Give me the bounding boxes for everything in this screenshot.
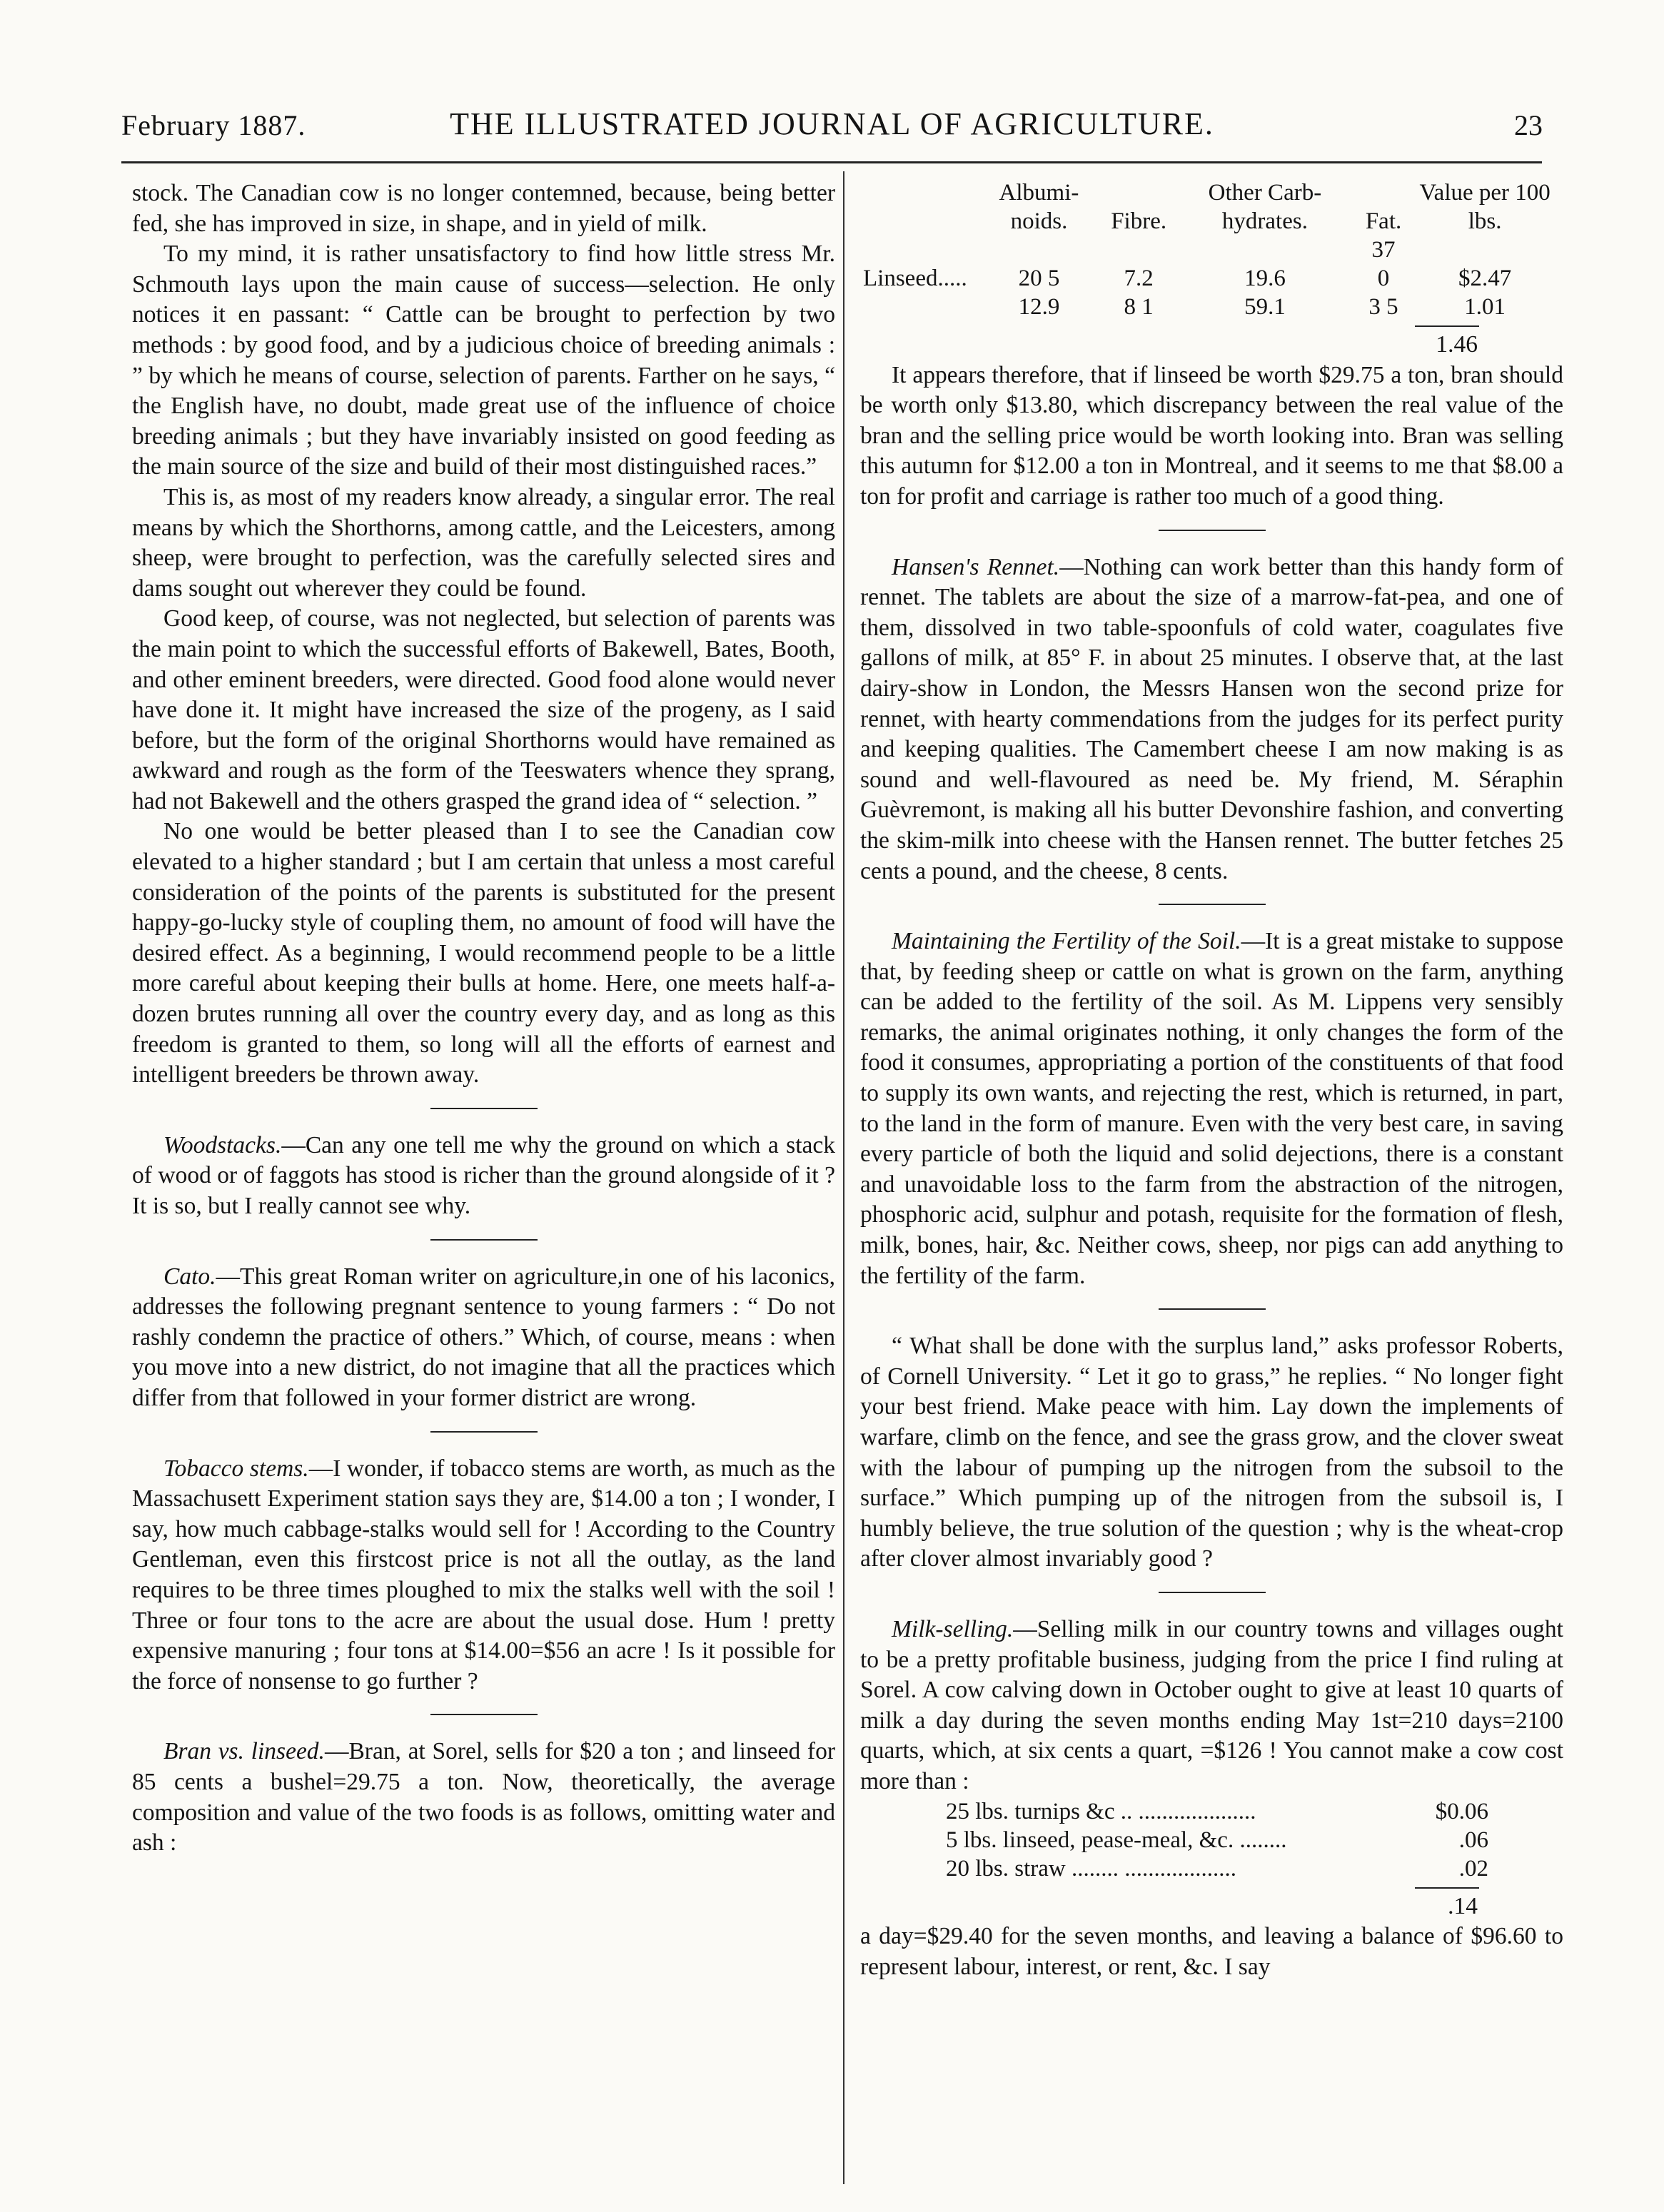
paragraph: No one would be better pleased than I to see the Canadian cow elevated to a higher standard ; but I am certain that unless a most careful consideration of the points of the parents is substituted for the present happy-go-lucky style of coupling them, no amount of food will have the desired effect. As a beginning, I would recommend people to be a little more careful about keeping their bulls at home. Here, one meets half-a-dozen brutes running all over the country every day, and as long as this freedom is granted to them, so long will all the efforts of earnest and intelligent breeders be thrown away. [132,818,835,1089]
total-rule [1415,325,1479,327]
section-title: Hansen's Rennet. [892,553,1060,580]
total-rule [1415,1887,1479,1889]
paragraph: “ What shall be done with the surplus land,” asks professor Roberts, of Cornell University. “ Let it go to grass,” he replies. “ No longer fight your best friend. Make peace with him. Lay down the implements of warfare, climb on the fence, and see the grass grow, and the clover sweat with the labour of pumping up the nitrogen from the subsoil to the surface.” Which pumping up of the nitrogen from the subsoil is, I humbly believe, the true solution of the question ; why is the wheat-crop after clover almost invariably good ? [860,1333,1563,1572]
journal-title: THE ILLUSTRATED JOURNAL OF AGRICULTURE. [450,106,1214,141]
section-soil [860,926,1563,1291]
table-cell: 12.9 [1018,294,1060,320]
page-number: 23 [1514,109,1543,141]
right-column [860,178,1563,1982]
section-title: Cato. [163,1263,216,1290]
section-divider [1159,904,1266,905]
cost-total: .14 [1448,1892,1478,1919]
section-body: —Can any one tell me why the ground on which a stack of wood or of faggots has stood is richer than the ground alongside of it ? It is so, but I really cannot see why. [132,1131,835,1219]
list-item: 25 lbs. turnips &c .. .................... $0.06 [946,1798,1488,1824]
section-tobacco [132,1454,835,1697]
table-header-row [860,178,1563,236]
section-divider [430,1239,538,1241]
table-cell: 1.01 [1464,294,1506,320]
section-woodstacks [132,1131,835,1222]
table-cell: 7.2 [1124,266,1154,291]
column-header: Fibre. [1111,208,1167,234]
page-header [0,101,1664,151]
table-cell: 19.6 [1244,266,1286,291]
value-difference: 1.46 [1436,331,1478,358]
row-label: Linseed..... [863,266,967,291]
section-body: —This great Roman writer on agriculture,in one of his laconics, addresses the following pregnant sentence to young farmers : “ Do not rashly condemn the practice of others.” Which, of course, means : when you move into a new district, do not imagine that all the practices which differ from that followed in your former district are wrong. [132,1263,835,1411]
section-body: —I wonder, if tobacco stems are worth, as much as the Massachusett Experiment station says they are, $14.00 a ton ; I wonder, I say, how much cabbage-stalks would sell for ! According to the Country Gentleman, even this firstcost price is not all the outlay, as the land requires to be three times ploughed to mix the stalks well with the soil ! Three or four tons to the acre are about the usual dose. Hum ! pretty expensive manuring ; four tons at $14.00=$56 an acre ! Is it possible for the force of nonsense to go further ? [132,1455,835,1695]
composition-table [860,178,1563,321]
paragraph: This is, as most of my readers know already, a singular error. The real means by which the Shorthorns, among cattle, and the Leicesters, among sheep, were brought to perfection, was the carefully selected sires and dams sought out wherever they could be found. [132,483,835,602]
section-divider [430,1108,538,1109]
column-divider [843,171,844,2184]
paragraph: a day=$29.40 for the seven months, and leaving a balance of $96.60 to represent labour, interest, or rent, &c. I say [860,1923,1563,1980]
section-milk [860,1615,1563,1797]
header-rule [121,161,1542,163]
table-row [860,293,1563,321]
table-cell: 3 5 [1368,294,1398,320]
column-header: Fat. [1365,208,1402,234]
section-divider [1159,1308,1266,1310]
section-title: Woodstacks. [163,1131,282,1158]
table-row [860,236,1563,293]
section-title: Bran vs. linseed. [163,1738,325,1765]
table-cell: 8 1 [1124,294,1154,320]
section-bran [132,1737,835,1858]
section-body: —Selling milk in our country towns and villages ought to be a pretty profitable business, judging from the price I find ruling at Sorel. A cow calving down in October ought to give at least 10 quarts of milk a day during the seven months ending May 1st=210 days=2100 quarts, which, at six cents a quart, =$126 ! You cannot make a cow cost more than : [860,1615,1563,1794]
cost-list [946,1797,1488,1883]
paragraph: Good keep, of course, was not neglected, but selection of parents was the main point to which the successful efforts of Bakewell, Bates, Booth, and other eminent breeders, were directed. Good food alone would never have done it. It might have increased the size of the progeny, as I said before, but the form of the original Shorthorns would have remained as awkward and rough as the form of the Teeswaters whence they sprang, had not Bakewell and the others grasped the grand idea of “ selection. ” [132,605,835,814]
section-hansen [860,552,1563,887]
section-body: —Bran, at Sorel, sells for $20 a ton ; and linseed for 85 cents a bushel=29.75 a ton. Now, theoretically, the average composition and value of the two foods is as follows, omitting water and ash : [132,1738,835,1857]
table-cell: $2.47 [1458,266,1512,291]
section-divider [1159,530,1266,531]
section-title: Maintaining the Fertility of the Soil. [892,928,1241,955]
table-cell: 20 5 [1018,266,1060,291]
left-column [132,178,835,1859]
section-cato [132,1262,835,1414]
table-cell: 37 0 [1371,237,1396,291]
paragraph: stock. The Canadian cow is no longer contemned, because, being better fed, she has improved in size, in shape, and in yield of milk. [132,180,835,237]
column-header: Albumi- noids. [999,180,1079,234]
column-header: Value per 100 lbs. [1419,180,1550,234]
row-label [860,293,970,321]
section-divider [430,1431,538,1433]
table-cell: 59.1 [1244,294,1286,320]
column-header: Other Carb- hydrates. [1208,180,1322,234]
list-item: 5 lbs. linseed, pease-meal, &c. ........ .06 [946,1827,1488,1853]
section-body: —Nothing can work better than this handy form of rennet. The tablets are about the size of a marrow-fat-pea, and one of them, dissolved in two table-spoonfuls of cold water, coagulates five gallons of milk, at 85° F. in about 25 minutes. I observe that, at the last dairy-show in London, the Messrs Hansen won the second prize for rennet, with hearty commendations from the judges for its perfect purity and keeping qualities. The Camembert cheese I am now making is as sound and well-flavoured as need be. My friend, M. Séraphin Guèvremont, is making all his butter Devonshire fashion, and converting the skim-milk into cheese with the Hansen rennet. The butter fetches 25 cents a pound, and the cheese, 8 cents. [860,553,1564,884]
paragraph: To my mind, it is rather unsatisfactory to find how little stress Mr. Schmouth lays upon the main cause of success—selection. He only notices it en passant: “ Cattle can be brought to perfection by two methods : by good food, and by a judicious choice of breeding animals : ” by which he means of course, selection of parents. Farther on he says, “ the English have, no doubt, made great use of the influence of choice breeding animals ; but they have invariably insisted on good feeding as the main source of the size and build of their most distinguished races.” [132,241,835,480]
section-body: —It is a great mistake to suppose that, by feeding sheep or cattle on what is grown on the farm, anything can be added to the fertility of the soil. As M. Lippens very sensibly remarks, the animal originates nothing, it only changes the form of the food it consumes, appropriating a portion of the constituents of that food to supply its own wants, and rejecting the rest, which is returned, in part, to the land in the form of manure. Even with the very best care, in saving every particle of both the liquid and solid dejections, there is a constant and unavoidable loss to the farm from the abstraction of the nitrogen, phosphoric acid, sulphur and potash, requisite for the formation of flesh, milk, bones, hair, &c. Neither cows, sheep, nor pigs can add anything to the fertility of the farm. [860,928,1563,1289]
section-divider [1159,1592,1266,1593]
issue-date: February 1887. [121,109,306,141]
section-divider [430,1714,538,1715]
paragraph: It appears therefore, that if linseed be worth $29.75 a ton, bran should be worth only $13.80, which discrepancy between the real value of the bran and the selling price would be worth looking into. Bran was selling this autumn for $12.00 a ton in Montreal, and it seems to me that $8.00 a ton for profit and carriage is rather too much of a good thing. [860,361,1563,510]
section-title: Tobacco stems. [163,1455,309,1482]
section-title: Milk-selling. [892,1615,1014,1642]
list-item: 20 lbs. straw ........ ................... .02 [946,1855,1488,1882]
